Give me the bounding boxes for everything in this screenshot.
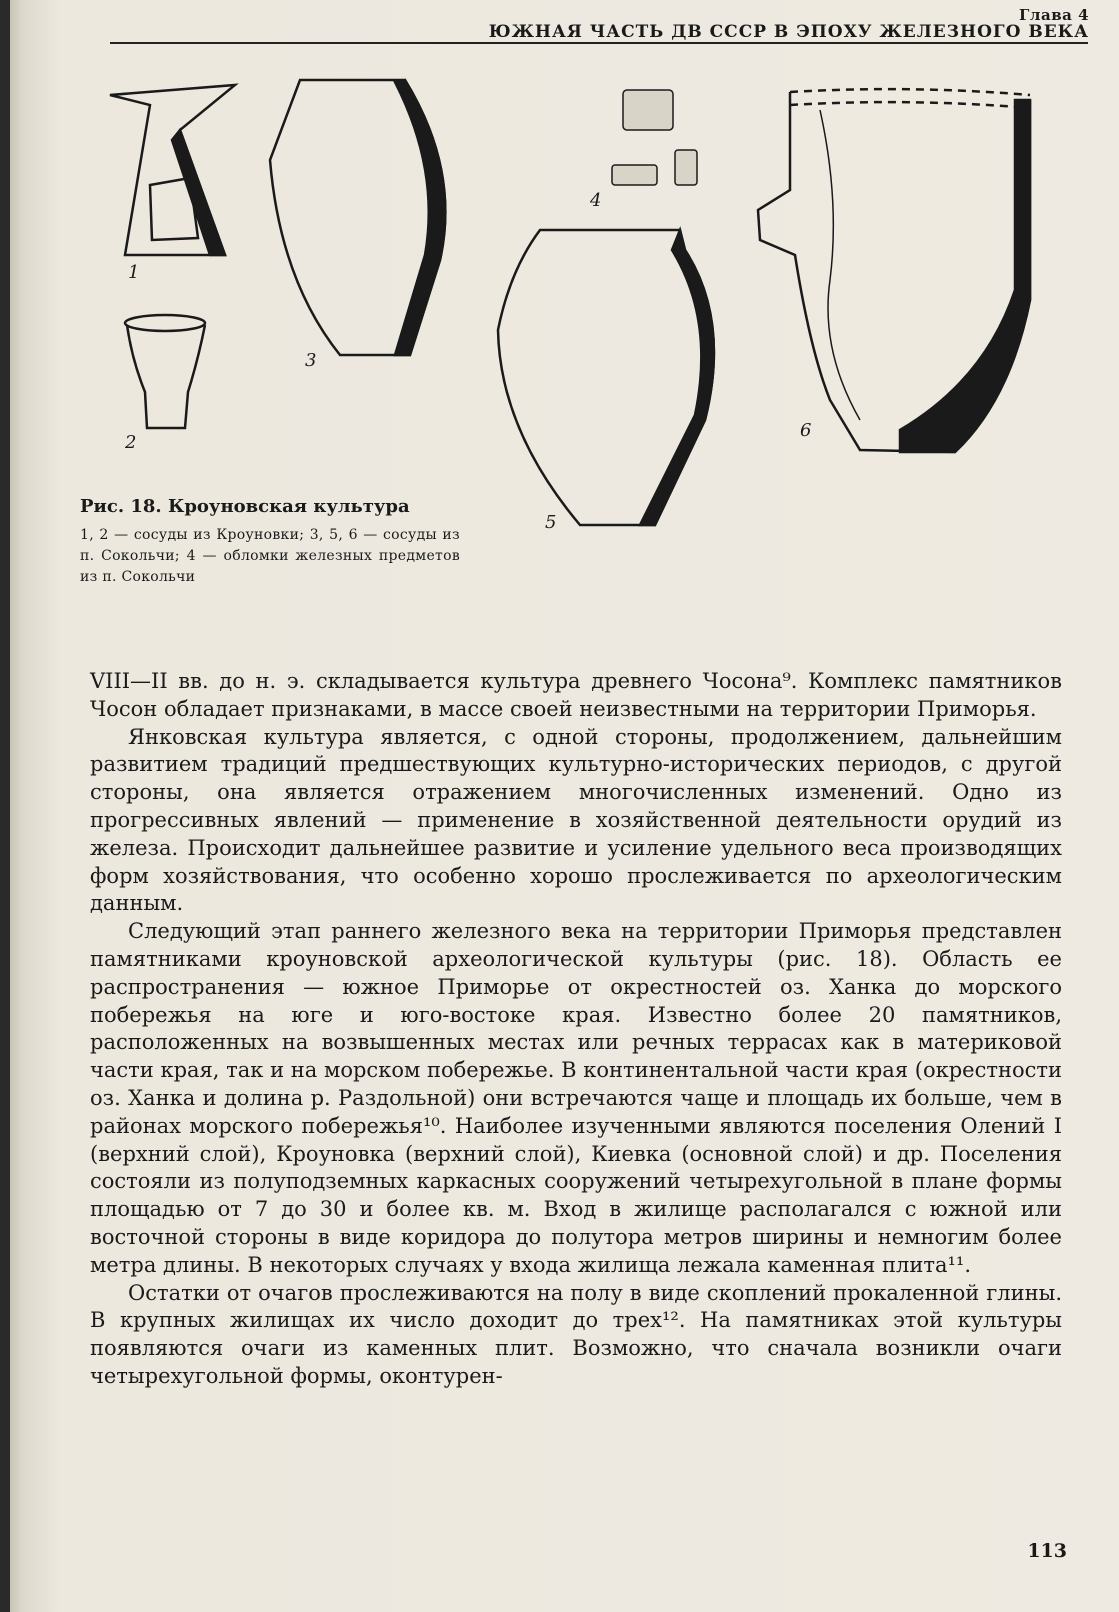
figure-number-3: 3 — [305, 350, 317, 371]
vessel-6-drawing — [758, 89, 1030, 452]
running-title: ЮЖНАЯ ЧАСТЬ ДВ СССР В ЭПОХУ ЖЕЛЕЗНОГО ВЕКА — [488, 22, 1089, 42]
figure-number-4: 4 — [590, 190, 602, 211]
vessel-3-drawing — [270, 80, 445, 355]
figure-number-1: 1 — [128, 262, 140, 283]
vessel-1-drawing — [110, 85, 235, 255]
paragraph: Янковская культура является, с одной стороны, продолжением, дальнейшим развитием традиций предшествующих культурно-исторических периодов, с другой стороны, она является отражением многочисленных изменений. Одно из прогрессивных явлений — применение в хозяйственной деятельности орудий из железа. Происходит дальнейшее развитие и усиление удельного веса производящих форм хозяйствования, что особенно хорошо прослеживается по археологическим данным. — [90, 724, 1062, 916]
figure-number-5: 5 — [545, 512, 557, 533]
chapter-label: Глава 4 — [1019, 6, 1089, 24]
vessel-2-drawing — [125, 315, 205, 428]
paragraph: VIII—II вв. до н. э. складывается культура древнего Чосона⁹. Комплекс памятников Чосон обладает признаками, в массе своей неизвестными на территории Приморья. — [90, 669, 1062, 721]
caption-title: Рис. 18. Кроуновская культура — [80, 496, 410, 517]
figure-caption — [80, 496, 460, 588]
page-number: 113 — [1027, 1540, 1067, 1562]
vessel-5-drawing — [498, 230, 714, 525]
paragraph: Остатки от очагов прослеживаются на полу в виде скоплений прокаленной глины. В крупных жилищах их число доходит до трех¹². На памятниках этой культуры появляются очаги из каменных плит. Возможно, что сначала возникли очаги четырехугольной формы, оконтурен- — [90, 1280, 1062, 1388]
paragraph: Следующий этап раннего железного века на территории Приморья представлен памятниками кроуновской археологической культуры (рис. 18). Область ее распространения — южное Приморье от окрестностей оз. Ханка до морского побережья на юге и юго-востоке края. Известно более 20 памятников, расположенных на возвышенных местах или речных террасах как в материковой части края, так и на морском побережье. В континентальной части края (окрестности оз. Ханка и долина р. Раздольной) они встречаются чаще и площадь их больше, чем в районах морского побережья¹⁰. Наиболее изученными являются поселения Олений I (верхний слой), Кроуновка (верхний слой), Киевка (основной слой) и др. Поселения состояли из полуподземных каркасных сооружений четырехугольной в плане формы площадью от 7 до 30 и более кв. м. Вход в жилище располагался с южной или восточной стороны в виде коридора до полутора метров ширины и немногим более метра длины. В некоторых случаях у входа жилища лежала каменная плита¹¹. — [90, 919, 1062, 1277]
iron-fragments-4-drawing — [612, 90, 697, 185]
caption-text: 1, 2 — сосуды из Кроуновки; 3, 5, 6 — сосуды из п. Сокольчи; 4 — обломки железных предметов из п. Сокольчи — [80, 527, 460, 585]
figure-number-6: 6 — [800, 420, 812, 441]
figure-number-2: 2 — [125, 432, 137, 453]
body-text — [90, 668, 1062, 1391]
